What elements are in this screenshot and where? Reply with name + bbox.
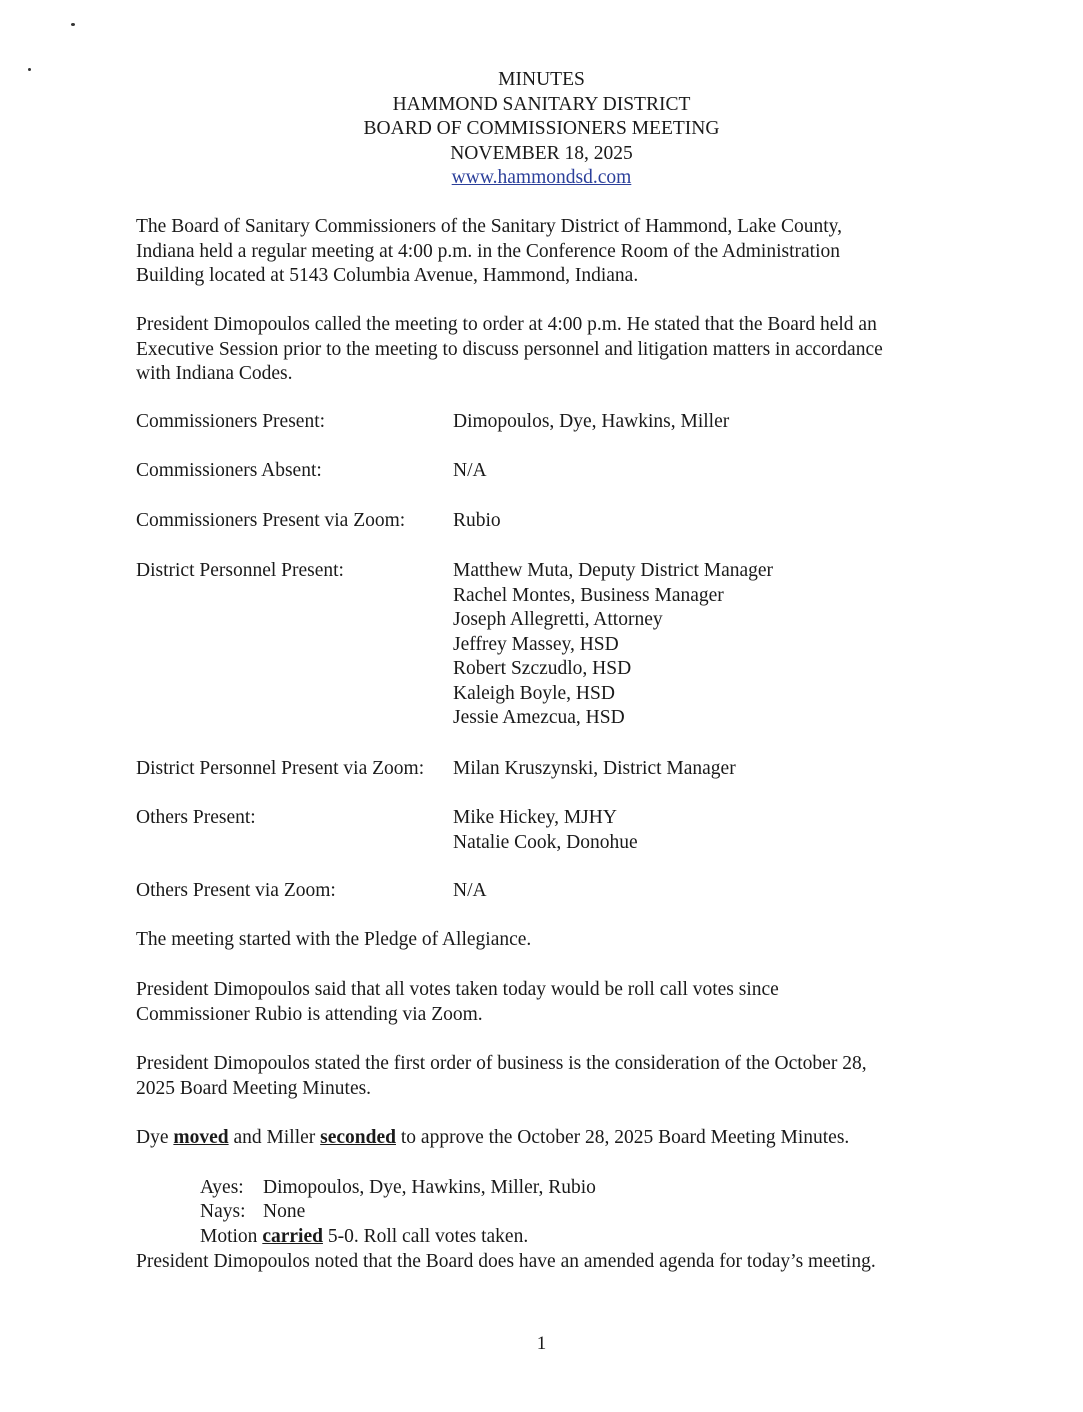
personnel-entry: Matthew Muta, Deputy District Manager — [453, 560, 774, 581]
ayes-line — [200, 1176, 596, 1201]
motion-text: Dye — [136, 1127, 174, 1148]
motion-result-text: Motion — [200, 1226, 263, 1247]
attendance-label: District Personnel Present via Zoom: — [136, 758, 425, 779]
motion-result-line — [200, 1225, 528, 1250]
motion-text: to approve the October 28, 2025 Board Meeting Minutes. — [396, 1127, 850, 1148]
personnel-entry: Jessie Amezcua, HSD — [453, 707, 625, 728]
seconded-keyword: seconded — [320, 1127, 396, 1148]
ayes-value: Dimopoulos, Dye, Hawkins, Miller, Rubio — [263, 1177, 596, 1198]
roll-call-line: President Dimopoulos said that all votes taken today would be roll call votes since — [136, 979, 779, 1000]
document-header — [0, 68, 1083, 191]
header-meeting-type: BOARD OF COMMISSIONERS MEETING — [363, 118, 720, 139]
page-number: 1 — [536, 1333, 547, 1354]
motion-result-text: 5-0. Roll call votes taken. — [322, 1226, 529, 1247]
attendance-value: N/A — [453, 880, 487, 901]
call-to-order-line: Executive Session prior to the meeting to discuss personnel and litigation matters in accordance — [136, 338, 883, 360]
nays-value: None — [263, 1201, 306, 1222]
personnel-entry: Rachel Montes, Business Manager — [453, 584, 724, 606]
call-to-order-line: with Indiana Codes. — [136, 363, 293, 384]
motion-text: and Miller — [228, 1127, 321, 1148]
first-order-paragraph — [136, 1052, 956, 1101]
call-to-order-paragraph — [136, 313, 956, 387]
attendance-label: Others Present: — [136, 807, 256, 828]
attendance-value-list — [453, 559, 773, 731]
ayes-label: Ayes: — [200, 1177, 244, 1198]
personnel-entry: Robert Szczudlo, HSD — [453, 658, 632, 679]
header-date: NOVEMBER 18, 2025 — [450, 142, 633, 164]
intro-line: Indiana held a regular meeting at 4:00 p.m. in the Conference Room of the Administration — [136, 240, 840, 262]
roll-call-paragraph — [136, 978, 956, 1027]
motion-paragraph — [136, 1126, 956, 1151]
others-entry: Mike Hickey, MJHY — [453, 807, 617, 828]
intro-line: The Board of Sanitary Commissioners of the Sanitary District of Hammond, Lake County, — [136, 216, 843, 237]
attendance-value: Rubio — [453, 510, 501, 531]
header-organization: HAMMOND SANITARY DISTRICT — [392, 93, 691, 115]
personnel-entry: Kaleigh Boyle, HSD — [453, 682, 615, 704]
moved-keyword: moved — [173, 1127, 229, 1148]
amended-agenda-paragraph: President Dimopoulos noted that the Board does have an amended agenda for today’s meeting. — [136, 1251, 876, 1272]
attendance-label: Others Present via Zoom: — [136, 880, 336, 901]
website-link[interactable]: www.hammondsd.com — [451, 167, 632, 188]
attendance-value: Milan Kruszynski, District Manager — [453, 758, 736, 779]
attendance-value: N/A — [453, 460, 487, 481]
carried-keyword: carried — [262, 1226, 323, 1247]
attendance-value-list — [453, 806, 638, 855]
others-entry: Natalie Cook, Donohue — [453, 831, 638, 853]
intro-paragraph — [136, 215, 956, 289]
scan-speck — [71, 23, 75, 26]
call-to-order-line: President Dimopoulos called the meeting to order at 4:00 p.m. He stated that the Board held an — [136, 314, 877, 335]
attendance-label: Commissioners Present via Zoom: — [136, 510, 406, 531]
pledge-paragraph: The meeting started with the Pledge of Allegiance. — [136, 929, 532, 950]
attendance-label: Commissioners Present: — [136, 411, 326, 432]
attendance-value: Dimopoulos, Dye, Hawkins, Miller — [453, 411, 730, 432]
roll-call-line: Commissioner Rubio is attending via Zoom. — [136, 1003, 483, 1025]
header-title: MINUTES — [498, 69, 585, 90]
personnel-entry: Jeffrey Massey, HSD — [453, 633, 619, 655]
nays-line — [200, 1200, 305, 1225]
intro-line: Building located at 5143 Columbia Avenue, Hammond, Indiana. — [136, 265, 639, 286]
first-order-line: President Dimopoulos stated the first order of business is the consideration of the October 28, — [136, 1053, 867, 1074]
personnel-entry: Joseph Allegretti, Attorney — [453, 609, 663, 630]
first-order-line: 2025 Board Meeting Minutes. — [136, 1077, 372, 1099]
attendance-label: District Personnel Present: — [136, 560, 344, 581]
attendance-label: Commissioners Absent: — [136, 460, 322, 481]
nays-label: Nays: — [200, 1201, 246, 1222]
